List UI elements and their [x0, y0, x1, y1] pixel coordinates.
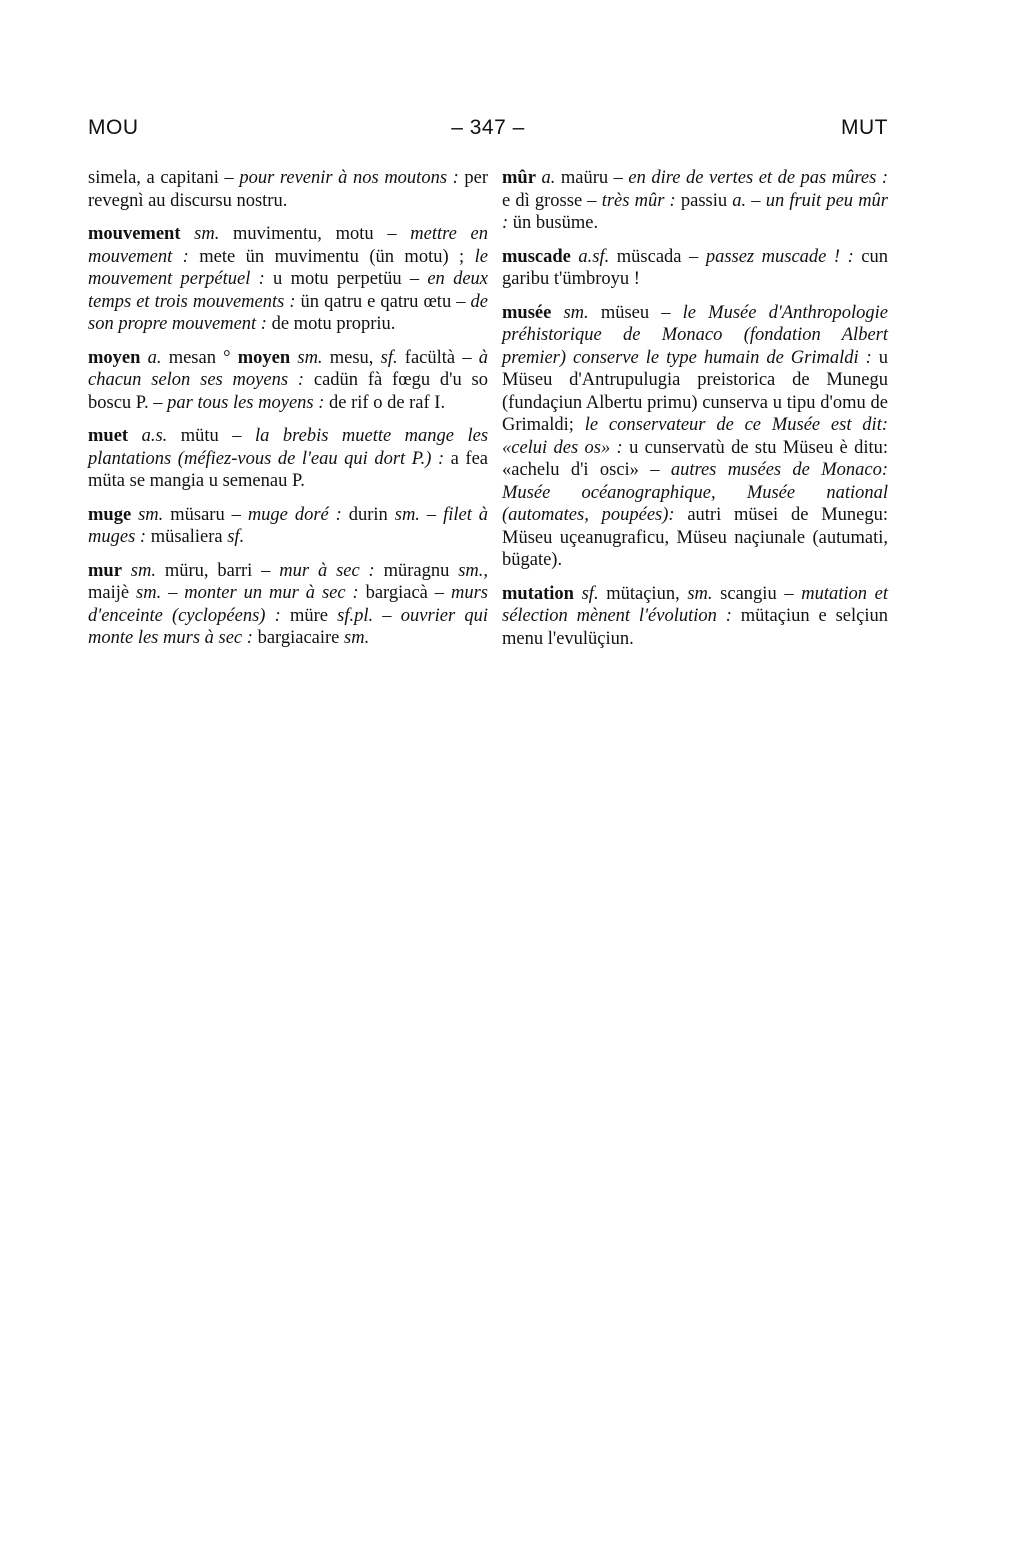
definition-text: a fea müta se mangia u semenau P. [88, 448, 488, 491]
definition-text: mesu, [322, 347, 381, 368]
right-column [502, 167, 888, 661]
italic-text: sm. [394, 504, 420, 525]
definition-text: müragnu [374, 560, 459, 581]
dictionary-entry-muet [88, 425, 488, 493]
italic-text: filet à muges : [88, 504, 489, 547]
headword: moyen [88, 347, 141, 368]
italic-text: un fruit peu mûr : [502, 190, 889, 233]
dictionary-entry-simela [88, 167, 488, 212]
italic-text: par tous les moyens : [167, 392, 325, 413]
definition-text: u Müseu d'Antrupulugia preistorica de Munegu (fundaçiun Albertu primu) cunserva u tipu d'omu de Grimaldi; [502, 347, 888, 435]
headword: muscade [502, 246, 571, 267]
definition-text: de motu propriu. [266, 314, 396, 334]
definition-text [128, 426, 141, 446]
headword: mur [88, 560, 122, 581]
definition-text: autri müsei de Munegu: Müseu uçeanugraficu, Müseu naçiunale (autumati, bügate). [502, 505, 889, 570]
italic-text: a.sf. [578, 246, 610, 267]
italic-text: monter un mur à sec : [184, 583, 359, 603]
definition-text: bargiacaire [252, 628, 345, 648]
dictionary-entry-moyen [88, 347, 488, 415]
definition-text [140, 348, 147, 368]
definition-text: facültà – [397, 347, 479, 368]
page-number: – 347 – [451, 116, 525, 139]
italic-text: sm. [194, 224, 220, 244]
definition-text [180, 224, 194, 244]
page-header [88, 116, 888, 146]
italic-text: ouvrier qui monte les murs à sec : [88, 605, 489, 648]
italic-text: sf.pl. [337, 605, 374, 626]
definition-text: muvimentu, motu – [219, 224, 411, 244]
italic-text: muge doré : [247, 504, 342, 525]
definition-text: müsaliera [146, 527, 228, 547]
italic-text: le mouvement perpétuel : [88, 246, 488, 289]
definition-text: maijè [88, 583, 137, 603]
dictionary-entry-musee [502, 302, 888, 572]
italic-text: sm. [563, 302, 589, 323]
italic-text: a. [541, 168, 556, 188]
definition-text: maüru – [555, 168, 629, 188]
italic-text: a. [732, 190, 747, 211]
italic-text: sm. [136, 583, 162, 603]
italic-text: très mûr : [601, 190, 676, 211]
italic-text: sf. [227, 527, 245, 547]
definition-text [574, 584, 582, 604]
italic-text: murs d'enceinte (cyclopéens) : [88, 583, 488, 626]
definition-text: mütaçiun e selçiun menu l'evulüçiun. [502, 606, 888, 649]
definition-text: mesan ° [161, 347, 238, 368]
definition-text: bargiacà – [358, 583, 451, 603]
definition-text: müseu – [588, 302, 683, 323]
definition-text: passiu [675, 190, 733, 211]
italic-text: sm. [297, 347, 323, 368]
italic-text: autres musées de Monaco: Musée océanographique, Musée national (automates, poupées): [502, 460, 888, 525]
definition-text: müru, barri – [155, 560, 280, 581]
italic-text: a.s. [141, 426, 168, 446]
italic-text: la brebis muette mange les plantations (méfiez-vous de l'eau qui dort P.) : [88, 426, 489, 469]
italic-text: le conservateur de ce Musée est dit: «celui des os» : [502, 415, 888, 458]
definition-text: mütu – [167, 426, 255, 446]
dictionary-entry-mutation [502, 583, 888, 651]
definition-text: – [161, 583, 185, 603]
dictionary-entry-muscade [502, 246, 888, 291]
definition-text: müsaru – [163, 504, 248, 525]
headword: muge [88, 504, 132, 525]
dictionary-entry-mouvement [88, 223, 488, 336]
definition-text: – [419, 504, 444, 525]
definition-text [551, 303, 563, 323]
italic-text: le Musée d'Anthropologie préhistorique de Monaco (fondation Albert premier) conserve le type humain de Grimaldi : [502, 302, 888, 368]
definition-text [122, 561, 131, 581]
italic-text: mur à sec : [279, 560, 375, 581]
definition-text: cun garibu t'ümbroyu ! [502, 246, 889, 289]
definition-text: müre [280, 605, 338, 626]
italic-text: mettre en mouvement : [88, 224, 488, 267]
italic-text: en deux temps et trois mouvements : [88, 269, 488, 312]
definition-text: u motu perpetüu – [264, 269, 428, 289]
headword: moyen [237, 347, 291, 368]
definition-text: de rif o de raf I. [324, 392, 446, 413]
italic-text: a. [147, 347, 162, 368]
italic-text: sm. [138, 504, 164, 525]
definition-text: – [373, 605, 401, 626]
dictionary-entry-muge [88, 504, 488, 549]
headword: muet [88, 426, 129, 446]
running-head-left: MOU [88, 116, 139, 139]
italic-text: sm. [687, 583, 713, 604]
definition-text: mete ün muvimentu (ün motu) ; [188, 246, 475, 267]
headword: mutation [502, 583, 574, 604]
definition-text: mütaçiun, [598, 583, 688, 604]
headword: musée [502, 302, 552, 323]
italic-text: sf. [581, 583, 599, 604]
italic-text: à chacun selon ses moyens : [88, 347, 489, 390]
definition-text: müscada – [609, 246, 706, 267]
running-head-right: MUT [841, 116, 888, 139]
italic-text: sm. [130, 560, 156, 581]
definition-text: durin [341, 504, 395, 525]
left-column [88, 167, 488, 661]
definition-text: ün qatru e qatru œtu – [295, 291, 471, 312]
definition-text: e dì grosse – [502, 190, 602, 211]
italic-text: sf. [380, 347, 398, 368]
definition-text: ün busüme. [508, 213, 599, 233]
italic-text: en dire de vertes et de pas mûres : [628, 168, 888, 188]
definition-text: scangiu – [712, 583, 802, 604]
dictionary-entry-mur [88, 560, 488, 650]
definition-text: – [746, 190, 766, 211]
italic-text: passez muscade ! : [705, 246, 854, 267]
dictionary-entry-mur-adj [502, 167, 888, 235]
italic-text: sm. [344, 628, 370, 648]
definition-text: u cunservatù de stu Müseu è ditu: «achelu d'i osci» – [502, 437, 888, 480]
definition-text: simela, a capitani – [88, 168, 240, 188]
definition-text: per revegnì au discursu nostru. [88, 168, 488, 211]
definition-text: cadün fà fœgu d'u so boscu P. – [88, 370, 488, 413]
headword: mûr [502, 168, 536, 188]
headword: mouvement [88, 224, 181, 244]
italic-text: de son propre mouvement : [88, 291, 488, 334]
italic-text: mutation et sélection mènent l'évolution : [502, 583, 889, 626]
italic-text: sm., [458, 560, 489, 581]
italic-text: pour revenir à nos moutons : [239, 168, 459, 188]
